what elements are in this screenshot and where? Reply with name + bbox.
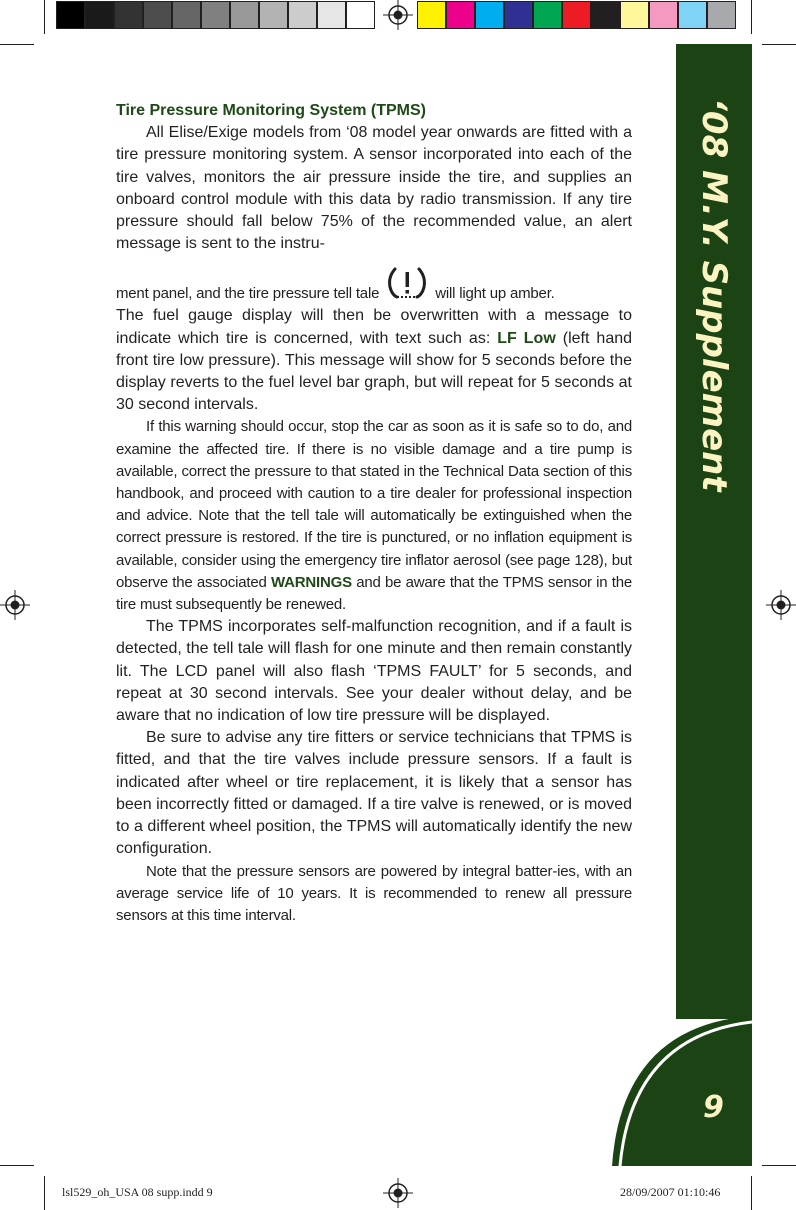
color-swatch (172, 1, 201, 29)
footer-timestamp: 28/09/2007 01:10:46 (620, 1185, 721, 1199)
color-swatch (504, 1, 533, 29)
paragraph-4: The TPMS incorporates self-malfunction recognition, and if a fault is detected, the tell tale will flash for one minute and then remain constantly lit. The LCD panel will also flash ‘TPMS FAULT’ for 5 seconds, and repeat at 30 second intervals. See your dealer without delay, and be aware that no indication of low tire pressure will be displayed. (116, 618, 632, 725)
registration-mark-icon (383, 1178, 413, 1208)
process-color-bar (417, 1, 736, 29)
paragraph-1: All Elise/Exige models from ‘08 model year onwards are fitted with a tire pressure monitoring system. A sensor incorporated into each of the tire valves, monitors the air pressure inside the tire, and supplies an onboard control module with this data by radio transmission. If any tire pressure should fall below 75% of the recommended value, an alert message is sent to the instru- (116, 124, 632, 253)
paragraph-2-start: The fuel gauge display will then be overwritten with a message to indicate which tire is concerned, with text such as: (116, 307, 632, 347)
page-tab (612, 1016, 752, 1166)
lf-low-message: LF Low (497, 329, 556, 347)
color-swatch (56, 1, 85, 29)
paragraph-3 (116, 416, 632, 616)
article (116, 100, 632, 927)
color-swatch (475, 1, 504, 29)
color-swatch (346, 1, 375, 29)
color-swatch (620, 1, 649, 29)
article-heading: Tire Pressure Monitoring System (TPMS) (116, 102, 426, 119)
tell-tale-text-after: will light up amber. (435, 285, 555, 303)
color-swatch (85, 1, 114, 29)
footer-filename: lsl529_oh_USA 08 supp.indd 9 (62, 1185, 213, 1199)
crop-mark (762, 1165, 796, 1166)
color-swatch (143, 1, 172, 29)
paragraph-3-start: If this warning should occur, stop the car as soon as it is safe so to do, and examine the affected tire. If there is no visible damage and a tire pump is available, correct the pressure to that stated in the Technical Data section of this handbook, and proceed with caution to a tire dealer for professional inspection and advice. Note that the tell tale will automatically be extinguished when the correct pressure is restored. If the tire is punctured, or no inflation equipment is available, consider using the emergency tire inflator aerosol (see page 128), but observe the associated (116, 418, 632, 591)
grayscale-color-bar (56, 1, 375, 29)
tell-tale-line (116, 265, 632, 305)
paragraph-5: Be sure to advise any tire fitters or service technicians that TPMS is fitted, and that the tire valves include pressure sensors. If a fault is indicated after wheel or tire replacement, it is likely that a sensor has been incorrectly fitted or damaged. If a tire valve is renewed, or is moved to a different wheel position, the TPMS will automatically identify the new configuration. (116, 729, 632, 858)
color-swatch (201, 1, 230, 29)
color-swatch (678, 1, 707, 29)
color-swatch (562, 1, 591, 29)
crop-mark (751, 0, 752, 34)
page-number: 9 (703, 1090, 724, 1125)
color-swatch (533, 1, 562, 29)
color-swatch (288, 1, 317, 29)
color-swatch (707, 1, 736, 29)
paragraph-3-end: and be aware that the TPMS sensor in the tire must subsequently be renewed. (116, 573, 632, 614)
paragraph-2 (116, 305, 632, 416)
crop-mark (751, 1176, 752, 1210)
warnings-label: WARNINGS (270, 573, 352, 591)
crop-mark (0, 1165, 34, 1166)
color-swatch (230, 1, 259, 29)
crop-mark (44, 0, 45, 34)
registration-mark-icon (383, 0, 413, 30)
color-swatch (446, 1, 475, 29)
color-swatch (259, 1, 288, 29)
tire-pressure-warning-icon (385, 265, 429, 305)
color-swatch (591, 1, 620, 29)
crop-mark (762, 44, 796, 45)
paragraph-2-end: (left hand front tire low pressure). This message will show for 5 seconds before the display reverts to the fuel level bar graph, but will repeat for 5 seconds at 30 second intervals. (116, 329, 633, 414)
color-swatch (317, 1, 346, 29)
color-swatch (417, 1, 446, 29)
paragraph-6: Note that the pressure sensors are powered by integral batter-ies, with an average service life of 10 years. It is recommended to renew all pressure sensors at this time interval. (116, 862, 632, 924)
crop-mark (0, 44, 34, 45)
tell-tale-text-before: ment panel, and the tire pressure tell tale (116, 285, 380, 303)
color-swatch (649, 1, 678, 29)
crop-mark (44, 1176, 45, 1210)
registration-mark-icon (766, 590, 796, 620)
color-swatch (114, 1, 143, 29)
registration-mark-icon (0, 590, 30, 620)
sidebar-title: ‘08 M.Y. Supplement (694, 98, 734, 492)
